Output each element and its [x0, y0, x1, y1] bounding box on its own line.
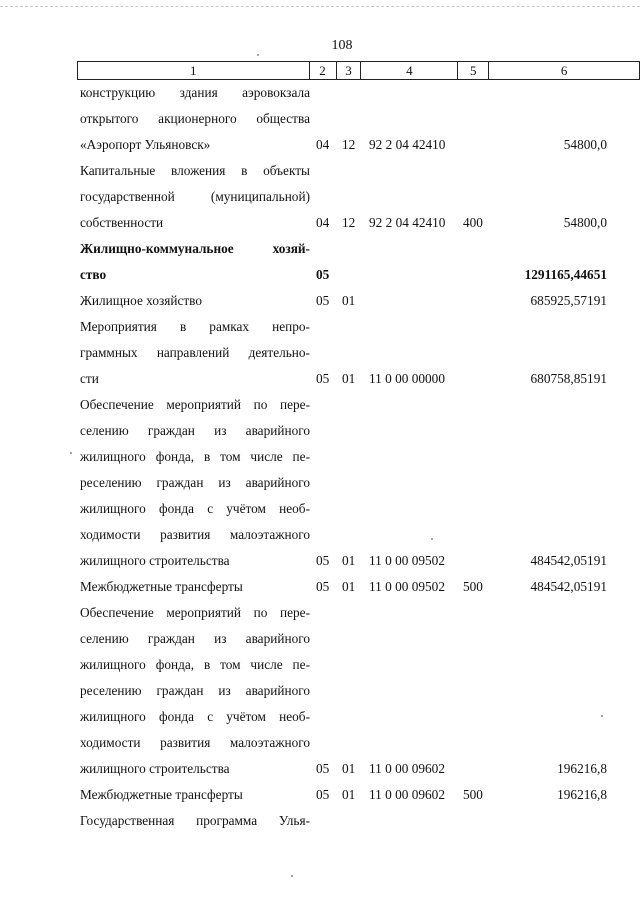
column-header-table — [77, 61, 640, 80]
row-col-4: 11 0 00 00000 — [369, 371, 445, 386]
row-description: открытого акционерного общества — [80, 111, 310, 126]
column-header-5: 5 — [458, 62, 489, 80]
table-row — [0, 418, 640, 444]
row-col-6: 484542,05191 — [530, 553, 607, 568]
column-header-4: 4 — [361, 62, 458, 80]
table-row — [0, 678, 640, 704]
row-description: Обеспечение мероприятий по пере- — [80, 605, 310, 620]
table-row — [0, 262, 640, 288]
row-description: жилищного строительства — [80, 553, 230, 568]
row-description: граммных направлений деятельно- — [80, 345, 310, 360]
row-col-4: 92 2 04 42410 — [369, 215, 446, 230]
table-row — [0, 106, 640, 132]
table-row — [0, 522, 640, 548]
page-number: 108 — [331, 38, 353, 53]
row-col-6: 196216,8 — [557, 761, 607, 776]
row-col-2: 05 — [316, 371, 330, 386]
table-row — [0, 392, 640, 418]
row-col-3: 12 — [342, 215, 356, 230]
scan-speck — [291, 875, 293, 877]
row-col-4: 11 0 00 09602 — [369, 761, 445, 776]
table-row — [0, 132, 640, 158]
row-col-6: 685925,57191 — [530, 293, 607, 308]
row-col-6: 1291165,44651 — [524, 267, 607, 282]
row-description: жилищного фонда с учётом необ- — [80, 501, 310, 516]
row-col-2: 05 — [316, 787, 330, 802]
table-row — [0, 808, 640, 834]
row-description: жилищного строительства — [80, 761, 230, 776]
table-row — [0, 652, 640, 678]
row-description: конструкцию здания аэровокзала — [80, 85, 310, 100]
scan-edge-artifact — [0, 6, 640, 13]
table-row — [0, 444, 640, 470]
row-col-3: 12 — [342, 137, 356, 152]
scan-speck — [257, 54, 259, 56]
row-col-5: 400 — [463, 215, 483, 230]
column-header-6: 6 — [489, 62, 640, 80]
table-row — [0, 236, 640, 262]
scan-speck — [70, 452, 72, 454]
table-row — [0, 470, 640, 496]
column-header-3: 3 — [336, 62, 361, 80]
row-description: ство — [80, 267, 107, 282]
row-description: «Аэропорт Ульяновск» — [80, 137, 211, 152]
row-description: собственности — [80, 215, 164, 230]
row-col-6: 54800,0 — [563, 215, 607, 230]
row-description: Капитальные вложения в объекты — [80, 163, 310, 178]
row-description: сти — [80, 371, 99, 386]
table-row — [0, 340, 640, 366]
row-col-4: 11 0 00 09502 — [369, 579, 445, 594]
row-description: жилищного фонда, в том числе пе- — [80, 449, 310, 464]
table-row — [0, 756, 640, 782]
row-col-3: 01 — [342, 787, 356, 802]
row-description: государственной (муниципальной) — [80, 189, 310, 204]
row-description: реселению граждан из аварийного — [80, 683, 310, 698]
column-header-1: 1 — [78, 62, 310, 80]
row-col-6: 196216,8 — [557, 787, 607, 802]
row-col-4: 92 2 04 42410 — [369, 137, 446, 152]
row-col-5: 500 — [463, 787, 483, 802]
row-col-4: 11 0 00 09502 — [369, 553, 445, 568]
row-col-2: 04 — [316, 137, 330, 152]
row-description: селению граждан из аварийного — [80, 423, 310, 438]
row-col-2: 05 — [316, 293, 330, 308]
row-col-6: 680758,85191 — [530, 371, 607, 386]
row-description: жилищного фонда с учётом необ- — [80, 709, 310, 724]
row-description: ходимости развития малоэтажного — [80, 527, 310, 542]
table-row — [0, 626, 640, 652]
row-col-6: 484542,05191 — [530, 579, 607, 594]
table-row — [0, 288, 640, 314]
row-col-3: 01 — [342, 579, 356, 594]
table-row — [0, 574, 640, 600]
table-row — [0, 730, 640, 756]
row-col-2: 05 — [316, 553, 330, 568]
row-description: Жилищно-коммунальное хозяй- — [80, 241, 310, 256]
table-row — [0, 496, 640, 522]
row-col-2: 05 — [316, 761, 330, 776]
table-row — [0, 782, 640, 808]
row-description: Жилищное хозяйство — [80, 293, 202, 308]
row-col-4: 11 0 00 09602 — [369, 787, 445, 802]
row-col-2: 05 — [316, 579, 330, 594]
row-description: реселению граждан из аварийного — [80, 475, 310, 490]
table-row — [0, 314, 640, 340]
table-row — [0, 158, 640, 184]
table-row — [0, 184, 640, 210]
row-description: Межбюджетные трансферты — [80, 579, 243, 594]
row-col-6: 54800,0 — [563, 137, 607, 152]
row-col-5: 500 — [463, 579, 483, 594]
table-row — [0, 600, 640, 626]
table-row — [0, 366, 640, 392]
scan-speck — [601, 715, 603, 717]
table-row — [0, 548, 640, 574]
table-row — [0, 80, 640, 106]
table-row — [0, 704, 640, 730]
scan-speck — [431, 538, 433, 540]
column-header-row — [78, 62, 640, 80]
row-description: ходимости развития малоэтажного — [80, 735, 310, 750]
row-description: селению граждан из аварийного — [80, 631, 310, 646]
column-header-2: 2 — [309, 62, 336, 80]
row-col-2: 05 — [316, 267, 330, 282]
row-description: Государственная программа Улья- — [80, 813, 310, 828]
table-row — [0, 210, 640, 236]
row-col-3: 01 — [342, 371, 356, 386]
row-description: Межбюджетные трансферты — [80, 787, 243, 802]
row-description: Обеспечение мероприятий по пере- — [80, 397, 310, 412]
row-col-3: 01 — [342, 293, 356, 308]
row-col-3: 01 — [342, 761, 356, 776]
row-description: жилищного фонда, в том числе пе- — [80, 657, 310, 672]
row-description: Мероприятия в рамках непро- — [80, 319, 310, 334]
budget-table-body — [0, 80, 640, 834]
row-col-3: 01 — [342, 553, 356, 568]
row-col-2: 04 — [316, 215, 330, 230]
